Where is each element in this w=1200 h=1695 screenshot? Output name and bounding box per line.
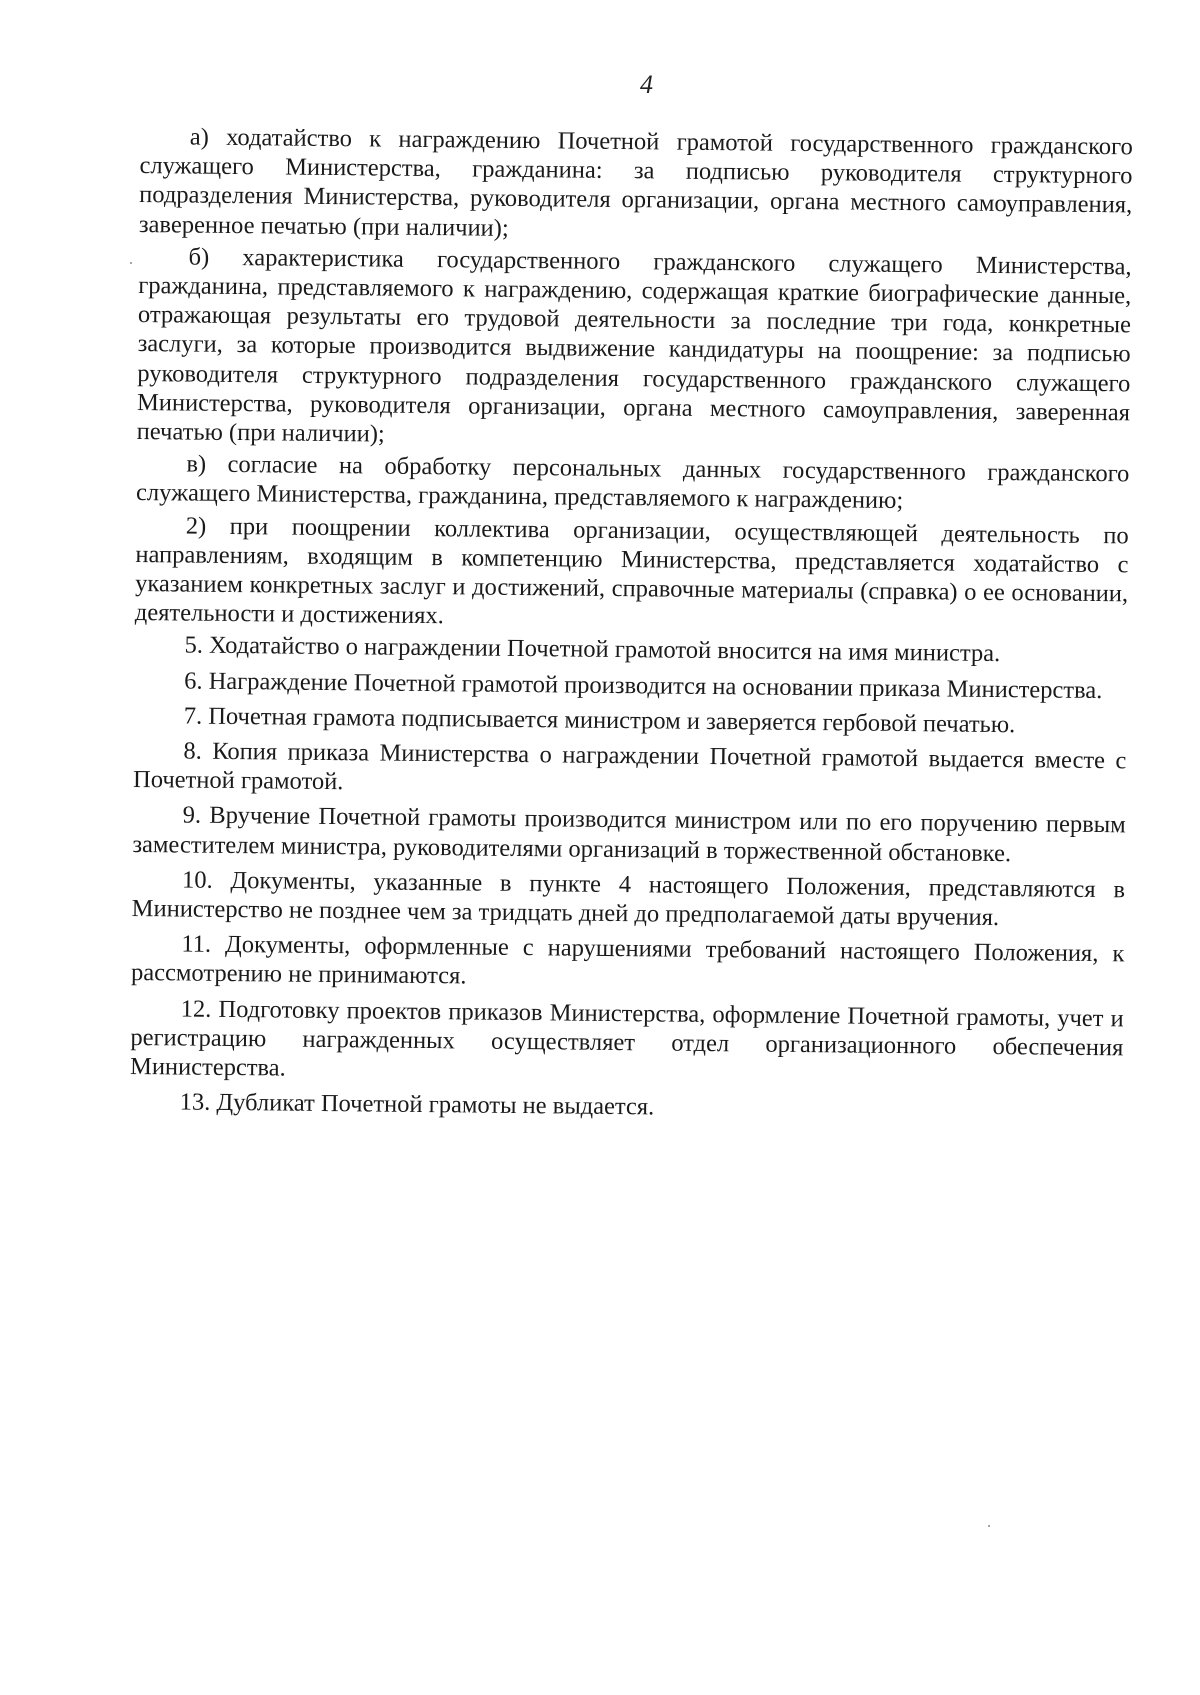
scan-speck: [988, 1525, 990, 1527]
paragraph-9: 9. Вручение Почетной грамоты производится министром или по его поручению первым заместителем министра, руководителями организаций в торжественной обстановке.: [132, 801, 1126, 867]
page-number: 4: [640, 70, 653, 99]
paragraph-b: б) характеристика государственного гражданского служащего Министерства, гражданина, представляемого к награждению, содержащая краткие биографические данные, отражающая результаты его трудовой деятельности за последние три года, конкретные заслуги, за которые производится выдвижение кандидатуры на поощрение: за подписью руководителя структурного подразделения государственного гражданского служащего Министерства, руководителя организации, органа местного самоуправления, заверенная печатью (при наличии);: [136, 243, 1132, 448]
paragraph-13: 13. Дубликат Почетной грамоты не выдается.: [179, 1088, 655, 1121]
paragraph-12: 12. Подготовку проектов приказов Министерства, оформление Почетной грамоты, учет и регистрацию награжденных осуществляет отдел организационного обеспечения Министерства.: [129, 995, 1124, 1082]
paragraph-v: в) согласие на обработку персональных данных государственного гражданского служащего Министерства, гражданина, представляемого к награждению;: [135, 450, 1130, 515]
paragraph-a: а) ходатайство к награждению Почетной грамотой государственного гражданского служащего Министерства, гражданина: за подписью руководителя структурного подразделения Министерства, руководителя организации, органа местного самоуправления, заверенное печатью (при наличии);: [138, 123, 1133, 242]
paragraph-11: 11. Документы, оформленные с нарушениями требований настоящего Положения, к рассмотрению не принимаются.: [130, 930, 1125, 990]
paragraph-8: 8. Копия приказа Министерства о награждении Почетной грамотой выдается вместе с Почетной грамотой.: [132, 737, 1127, 796]
paragraph-10: 10. Документы, указанные в пункте 4 настоящего Положения, представляются в Министерство не позднее чем за тридцать дней до предполагаемой даты вручения.: [131, 866, 1126, 932]
paragraph-6: 6. Награждение Почетной грамотой производится на основании приказа Министерства.: [184, 667, 1103, 704]
paragraph-2: 2) при поощрении коллектива организации, осуществляющей деятельность по направлениям, входящим в компетенцию Министерства, представляется ходатайство с указанием конкретных заслуг и достижений, справочные материалы (справка) о ее основании, деятельности и достижениях.: [134, 512, 1129, 630]
paragraph-5: 5. Ходатайство о награждении Почетной грамотой вносится на имя министра.: [184, 631, 1001, 668]
paragraph-7: 7. Почетная грамота подписывается министром и заверяется гербовой печатью.: [183, 702, 1016, 739]
document-body: [130, 122, 1133, 1133]
scan-speck: [130, 262, 132, 264]
